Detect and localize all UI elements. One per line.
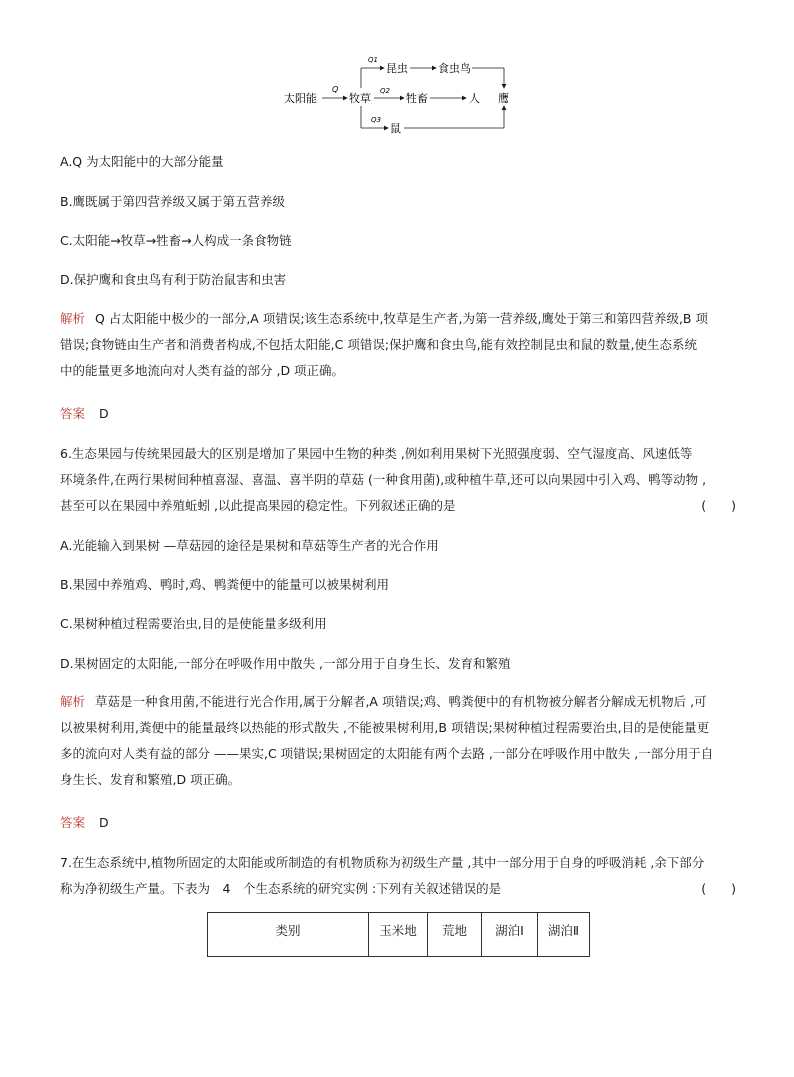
q6-answer-paren: ( ) [701,498,736,513]
node-insect: 昆虫 [386,62,408,75]
table-header-cornfield: 玉米地 [369,913,428,957]
food-web-diagram [280,50,520,142]
q6-answer-label: 答案 [60,815,86,830]
q6-analysis-line-2: 以被果树利用,粪便中的能量最终以热能的形式散失 ,不能被果树利用,B 项错误;果树种植过程需要治虫,目的是使能量更 [60,720,710,735]
q5-answer-value: D [99,406,109,421]
q6-analysis-label: 解析 [60,694,86,709]
label-q2: Q2 [380,87,390,95]
q6-answer [60,813,109,831]
q5-analysis-text-1: Q 占太阳能中极少的一部分,A 项错误;该生态系统中,牧草是生产者,为第一营养级,鹰处于第三和第四营养级,B 项 [95,311,708,326]
q7-answer-paren: ( ) [701,881,736,896]
q6-analysis-line-3: 多的流向对人类有益的部分 ——果实,C 项错误;果树固定的太阳能有两个去路 ,一部分在呼吸作用中散失 ,一部分用于自 [60,746,714,761]
q6-stem-line-3: 甚至可以在果园中养殖蚯蚓 ,以此提高果园的稳定性。下列叙述正确的是 [60,498,456,513]
q6-stem-line-1: 6.生态果园与传统果园最大的区别是增加了果园中生物的种类 ,例如利用果树下光照强度弱、空气湿度高、风速低等 [60,446,693,461]
table-header-lake-2: 湖泊Ⅱ [538,913,590,957]
q6-option-a: A.光能输入到果树 —草菇园的途径是果树和草菇等生产者的光合作用 [60,538,439,553]
q6-option-b: B.果园中养殖鸡、鸭时,鸡、鸭粪便中的能量可以被果树利用 [60,577,390,592]
q5-answer [60,404,109,422]
node-eagle: 鹰 [498,92,509,105]
q5-option-a: A.Q 为太阳能中的大部分能量 [60,154,224,169]
table-header-row [208,913,590,957]
node-sun: 太阳能 [284,92,317,105]
q7-table [207,912,590,957]
node-livestock: 牲畜 [406,92,428,105]
q5-option-b: B.鹰既属于第四营养级又属于第五营养级 [60,194,286,209]
q6-analysis-line-1 [60,689,740,715]
table-header-category: 类别 [208,913,369,957]
q7-stem-line-2: 称为净初级生产量。下表为 4 个生态系统的研究实例 :下列有关叙述错误的是 [60,881,502,896]
q6-option-c: C.果树种植过程需要治虫,目的是使能量多级利用 [60,616,327,631]
node-bird: 食虫鸟 [438,62,471,75]
q5-analysis [60,306,740,384]
q5-analysis-label: 解析 [60,311,86,326]
label-q1: Q1 [368,56,378,64]
q5-analysis-line-1 [60,306,740,332]
q6-analysis-line-4: 身生长、发育和繁殖,D 项正确。 [60,772,241,787]
q5-option-c: C.太阳能→牧草→牲畜→人构成一条食物链 [60,233,292,248]
table-header-wasteland: 荒地 [428,913,482,957]
q6-stem-line-2: 环境条件,在两行果树间种植喜湿、喜温、喜半阴的草菇 (一种食用菌),或种植牛草,还可以向果园中引入鸡、鸭等动物 , [60,472,707,487]
q5-answer-label: 答案 [60,406,86,421]
node-mouse: 鼠 [390,122,401,135]
label-q3: Q3 [371,116,381,124]
q5-option-d: D.保护鹰和食虫鸟有利于防治鼠害和虫害 [60,272,287,287]
q6-answer-value: D [99,815,109,830]
q7-stem-line-1: 7.在生态系统中,植物所固定的太阳能或所制造的有机物质称为初级生产量 ,其中一部分用于自身的呼吸消耗 ,余下部分 [60,855,705,870]
label-q: Q [332,85,339,94]
q5-analysis-line-3: 中的能量更多地流向对人类有益的部分 ,D 项正确。 [60,363,345,378]
q6-option-d: D.果树固定的太阳能,一部分在呼吸作用中散失 ,一部分用于自身生长、发育和繁殖 [60,656,511,671]
q5-analysis-line-2: 错误;食物链由生产者和消费者构成,不包括太阳能,C 项错误;保护鹰和食虫鸟,能有效控制昆虫和鼠的数量,使生态系统 [60,337,698,352]
q6-stem [60,441,740,519]
table-header-lake-1: 湖泊Ⅰ [482,913,538,957]
q6-analysis [60,689,740,793]
q7-stem [60,850,740,902]
node-pasture: 牧草 [349,92,371,105]
q6-analysis-text-1: 草菇是一种食用菌,不能进行光合作用,属于分解者,A 项错误;鸡、鸭粪便中的有机物被分解者分解成无机物后 ,可 [95,694,707,709]
node-human: 人 [469,92,480,105]
